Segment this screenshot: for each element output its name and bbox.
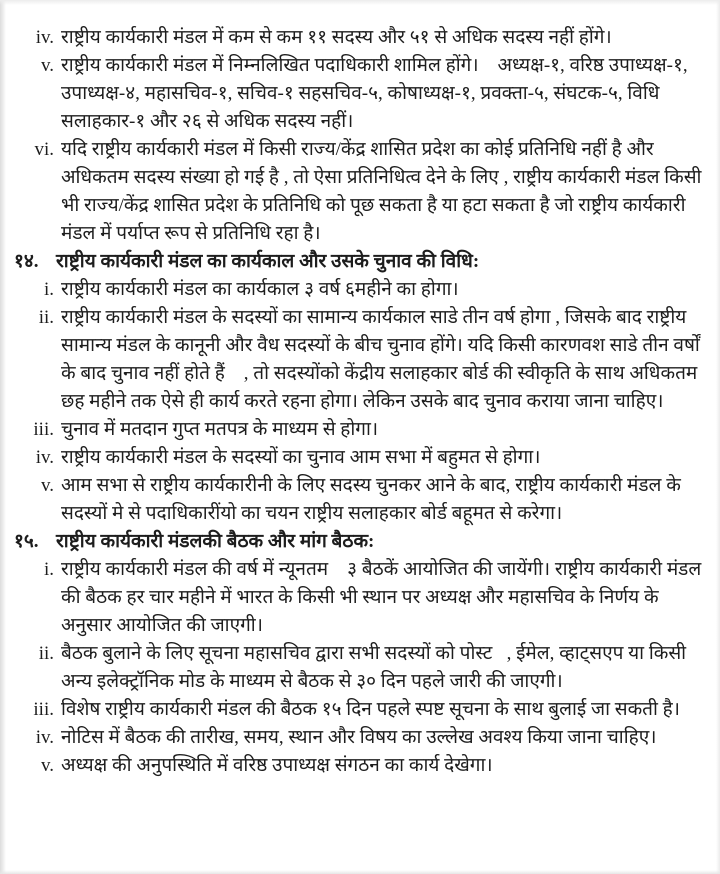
list-item-text: राष्ट्रीय कार्यकारी मंडल में निम्नलिखित पदाधिकारी शामिल होंगे। अध्यक्ष-१, वरिष्ठ उपाध्यक्ष-१, उपाध्यक्ष-४, महासचिव-१, सचिव-१ सहसचिव-५, कोषाध्यक्ष-१, प्रवक्ता-५, संघटक-५, विधि सलाहकार-१ और २६ से अधिक सदस्य नहीं। — [61, 55, 693, 132]
list-item-text: राष्ट्रीय कार्यकारी मंडल में कम से कम ११ सदस्य और ५१ से अधिक सदस्य नहीं होंगे। — [61, 27, 612, 48]
list-item-row — [12, 696, 702, 724]
list-item-row — [12, 276, 702, 304]
list-item-text: राष्ट्रीय कार्यकारी मंडल की वर्ष में न्यूनतम ३ बैठकें आयोजित की जायेंगी। राष्ट्रीय कार्यकारी मंडल की बैठक हर चार महीने में भारत के किसी भी स्थान पर अध्यक्ष और महासचिव के निर्णय के अनुसार आयोजित की जाएगी। — [61, 559, 706, 636]
list-item-row — [12, 640, 702, 696]
list-item-row — [12, 444, 702, 472]
scan-edge-top — [0, 0, 720, 5]
section-heading-text: राष्ट्रीय कार्यकारी मंडल का कार्यकाल और उसके चुनाव की विधि: — [56, 251, 480, 272]
section-number: १५. — [14, 531, 39, 552]
list-item-row — [12, 556, 706, 640]
list-item-marker: i. — [43, 559, 54, 580]
list-item-text: राष्ट्रीय कार्यकारी मंडल के सदस्यों का चुनाव आम सभा में बहुमत से होगा। — [61, 447, 541, 468]
list-item-marker: iv. — [35, 447, 54, 468]
scan-edge-left — [0, 0, 6, 874]
scan-edge-right — [716, 0, 720, 874]
document-body — [12, 24, 707, 780]
scan-edge-bottom — [0, 870, 720, 874]
list-item-marker: ii. — [38, 307, 54, 328]
section-heading-row — [12, 248, 702, 276]
list-item-text: राष्ट्रीय कार्यकारी मंडल का कार्यकाल ३ वर्ष ६महीने का होगा। — [61, 279, 459, 300]
list-item-text: नोटिस में बैठक की तारीख, समय, स्थान और विषय का उल्लेख अवश्य किया जाना चाहिए। — [61, 727, 657, 748]
list-item-text: चुनाव में मतदान गुप्त मतपत्र के माध्यम से होगा। — [61, 419, 379, 440]
list-item-text: अध्यक्ष की अनुपस्थिति में वरिष्ठ उपाध्यक्ष संगठन का कार्य देखेगा। — [61, 755, 493, 776]
list-item-marker: iii. — [33, 699, 54, 720]
list-item-marker: v. — [40, 55, 54, 76]
list-item-row — [12, 136, 707, 248]
list-item-text: विशेष राष्ट्रीय कार्यकारी मंडल की बैठक १५ दिन पहले स्पष्ट सूचना के साथ बुलाई जा सकती है। — [61, 699, 680, 720]
list-item-marker: vi. — [34, 139, 54, 160]
list-item-text: बैठक बुलाने के लिए सूचना महासचिव द्वारा सभी सदस्यों को पोस्ट , ईमेल, व्हाट्सएप या किसी अन्य इलेक्ट्रॉनिक मोड के माध्यम से बैठक से ३० दिन पहले जारी की जाएगी। — [61, 643, 691, 692]
list-item-marker: i. — [43, 279, 54, 300]
list-item-text: राष्ट्रीय कार्यकारी मंडल के सदस्यों का सामान्य कार्यकाल साडे तीन वर्ष होगा , जिसके बाद राष्ट्रीय सामान्य मंडल के कानूनी और वैध सदस्यों के बीच चुनाव होंगे। यदि किसी कारणवश साडे तीन वर्षों के बाद चुनाव नहीं होते हैं , तो सदस्योंको केंद्रीय सलाहकार बोर्ड की स्वीकृति के साथ अधिकतम छह महीने तक ऐसे ही कार्य करते रहना होगा। लेकिन उसके बाद चुनाव कराया जाना चाहिए। — [61, 307, 705, 412]
list-item-row — [12, 724, 702, 752]
list-item-marker: ii. — [38, 643, 54, 664]
list-item-text: यदि राष्ट्रीय कार्यकारी मंडल में किसी राज्य/केंद्र शासित प्रदेश का कोई प्रतिनिधि नहीं है और अधिकतम सदस्य संख्या हो गई है , तो ऐसा प्रतिनिधित्व देने के लिए , राष्ट्रीय कार्यकारी मंडल किसी भी राज्य/केंद्र शासित प्रदेश के प्रतिनिधि को पूछ सकता है या हटा सकता है जो राष्ट्रीय कार्यकारी मंडल में पर्याप्त रूप से प्रतिनिधि रहा है। — [61, 139, 707, 244]
list-item-marker: iv. — [35, 727, 54, 748]
section-heading-text: राष्ट्रीय कार्यकारी मंडलकी बैठक और मांग बैठक: — [56, 531, 375, 552]
list-item-marker: v. — [40, 475, 54, 496]
list-item-row — [12, 752, 702, 780]
list-item-marker: iii. — [33, 419, 54, 440]
list-item-row — [12, 52, 702, 136]
section-heading-row — [12, 528, 702, 556]
list-item-row — [12, 472, 702, 528]
list-item-row — [12, 416, 702, 444]
list-item-marker: iv. — [35, 27, 54, 48]
list-item-text: आम सभा से राष्ट्रीय कार्यकारीनी के लिए सदस्य चुनकर आने के बाद, राष्ट्रीय कार्यकारी मंडल के सदस्यों मे से पदाधिकारींयो का चयन राष्ट्रीय सलाहकार बोर्ड बहूमत से करेगा। — [61, 475, 686, 524]
list-item-row — [12, 24, 702, 52]
list-item-marker: v. — [40, 755, 54, 776]
section-number: १४. — [14, 251, 39, 272]
list-item-row — [12, 304, 705, 416]
